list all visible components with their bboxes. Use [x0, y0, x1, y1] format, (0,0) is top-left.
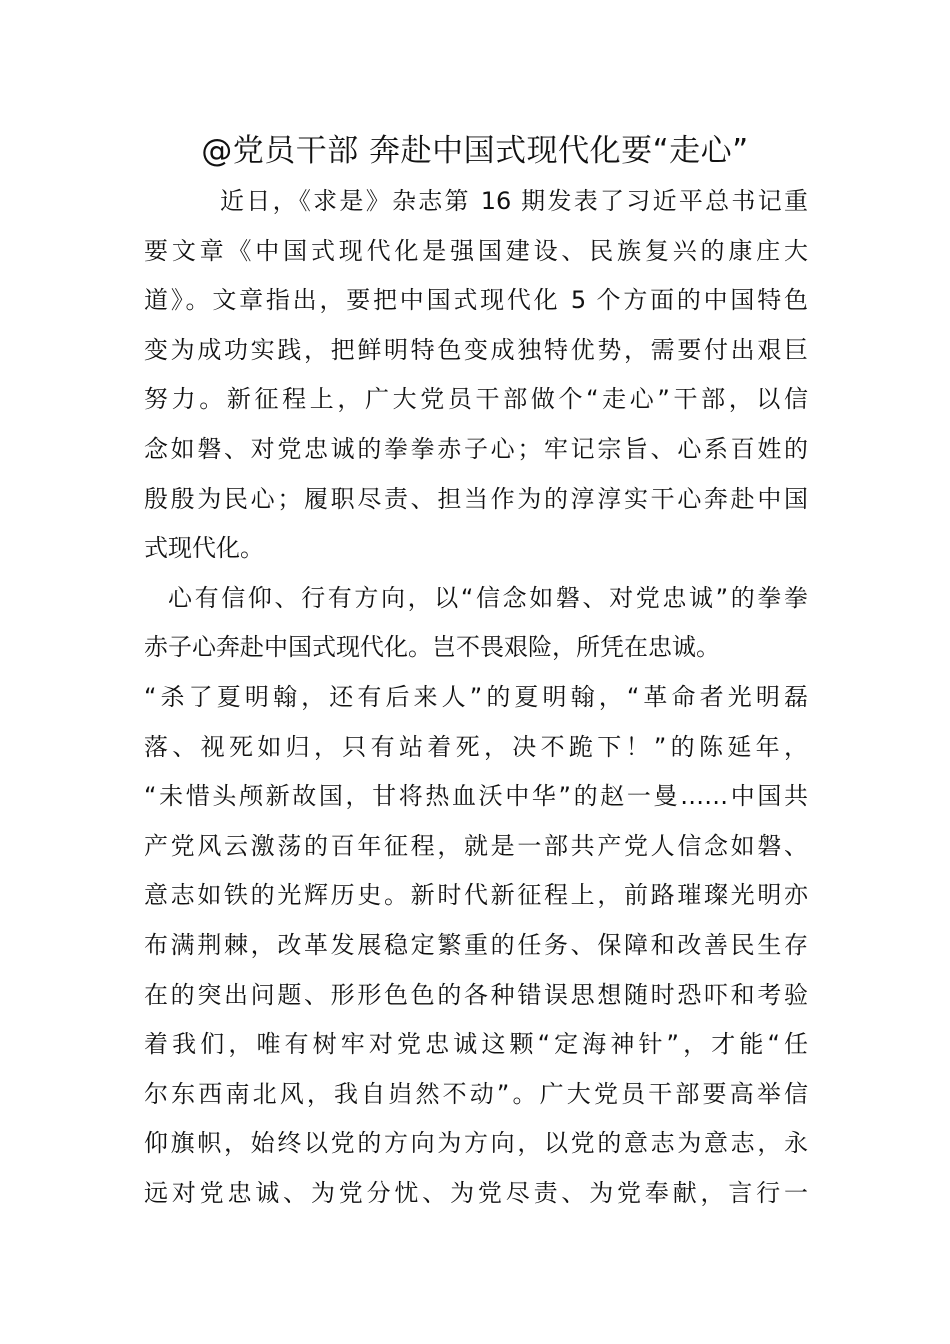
text-line: 远对党忠诚、为党分忧、为党尽责、为党奉献，言行一	[144, 1178, 808, 1207]
text-line: 念如磐、对党忠诚的拳拳赤子心；牢记宗旨、心系百姓的	[144, 434, 808, 463]
document-title: @党员干部 奔赴中国式现代化要“走心”	[201, 133, 749, 169]
document-body	[144, 177, 808, 1218]
text-line: 道》。文章指出，要把中国式现代化 5 个方面的中国特色	[144, 286, 808, 315]
text-line: 殷殷为民心；履职尽责、担当作为的淳淳实干心奔赴中国	[144, 484, 808, 513]
text-line: 意志如铁的光辉历史。新时代新征程上，前路璀璨光明亦	[144, 881, 808, 910]
text-line: 要文章《中国式现代化是强国建设、民族复兴的康庄大	[144, 236, 808, 265]
text-line: 落、视死如归，只有站着死，决不跪下！”的陈延年，	[144, 732, 808, 761]
text-line: 式现代化。	[144, 534, 264, 563]
text-line: 尔东西南北风，我自岿然不动”。广大党员干部要高举信	[144, 1079, 808, 1108]
text-line: 在的突出问题、形形色色的各种错误思想随时恐吓和考验	[144, 980, 808, 1009]
text-line: 产党风云激荡的百年征程，就是一部共产党人信念如磐、	[144, 831, 808, 860]
text-line: 布满荆棘，改革发展稳定繁重的任务、保障和改善民生存	[144, 930, 808, 959]
text-line: 赤子心奔赴中国式现代化。岂不畏艰险，所凭在忠诚。	[144, 633, 720, 662]
text-line: 仰旗帜，始终以党的方向为方向，以党的意志为意志，永	[144, 1129, 808, 1158]
paragraph-2	[144, 574, 808, 1219]
text-line: 努力。新征程上，广大党员干部做个“走心”干部，以信	[144, 385, 808, 414]
text-line: “未惜头颅新故国，甘将热血沃中华”的赵一曼……中国共	[144, 782, 808, 811]
paragraph-1	[144, 177, 808, 574]
text-line: “杀了夏明翰，还有后来人”的夏明翰，“革命者光明磊	[144, 682, 808, 711]
text-line: 近日，《求是》杂志第 16 期发表了习近平总书记重	[220, 187, 808, 215]
text-line: 心有信仰、行有方向，以“信念如磐、对党忠诚”的拳拳	[168, 583, 808, 612]
text-line: 着我们，唯有树牢对党忠诚这颗“定海神针”，才能“任	[144, 1030, 808, 1059]
text-line: 变为成功实践，把鲜明特色变成独特优势，需要付出艰巨	[144, 335, 808, 364]
